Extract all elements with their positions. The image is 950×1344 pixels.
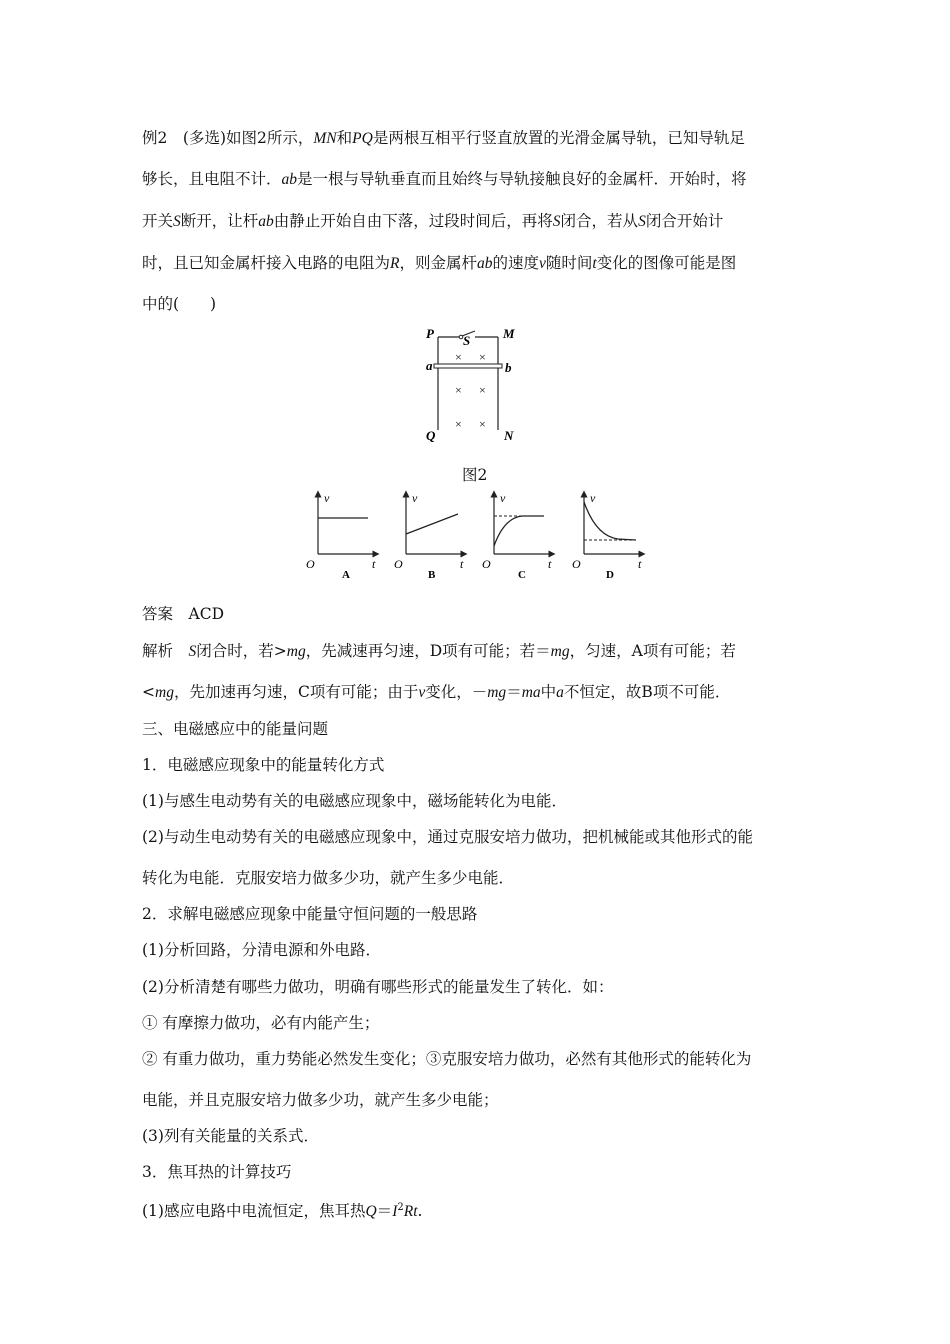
svg-text:v: v: [590, 491, 596, 505]
curve-d: [584, 502, 636, 540]
svg-text:O: O: [482, 557, 491, 571]
graph-a: [306, 491, 376, 581]
svg-text:t: t: [638, 557, 642, 571]
example-line-1: 例2 (多选)如图2所示，MN和PQ是两根互相平行竖直放置的光滑金属导轨，已知导轨足: [142, 129, 745, 147]
graph-label-c: C: [518, 569, 526, 581]
para-2-1: (1)分析回路，分清电源和外电路．: [142, 941, 381, 959]
svg-text:O: O: [306, 557, 315, 571]
vt-graphs: [300, 488, 660, 583]
svg-text:t: t: [548, 557, 552, 571]
heading-2: 2．求解电磁感应现象中能量守恒问题的一般思路: [142, 905, 478, 923]
field-cross: ×: [479, 350, 486, 364]
para-2-2-1: ① 有摩擦力做功，必有内能产生；: [142, 1014, 380, 1032]
answer-line: [142, 604, 224, 624]
curve-b: [406, 514, 458, 534]
field-cross: ×: [479, 383, 486, 397]
field-cross: ×: [455, 417, 462, 431]
para-1-2b: 转化为电能．克服安培力做多少功，就产生多少电能．: [142, 869, 515, 887]
svg-text:v: v: [412, 491, 418, 505]
svg-text:t: t: [372, 557, 376, 571]
heading-1: 1．电磁感应现象中的能量转化方式: [142, 756, 385, 774]
svg-text:O: O: [572, 557, 581, 571]
para-2-3: (3)列有关能量的关系式．: [142, 1127, 319, 1145]
example-line-4: 时，且已知金属杆接入电路的电阻为R，则金属杆ab的速度v随时间t变化的图像可能是图: [142, 254, 737, 272]
para-2-2-2a: ② 有重力做功，重力势能必然发生变化；③克服安培力做功，必然有其他形式的能转化为: [142, 1050, 752, 1068]
example-line-2: 够长，且电阻不计．ab是一根与导轨垂直而且始终与导轨接触良好的金属杆．开始时，将: [142, 170, 747, 188]
svg-text:v: v: [324, 491, 330, 505]
heading-3: 3．焦耳热的计算技巧: [142, 1163, 292, 1181]
answer-label: 答案: [142, 605, 174, 623]
example-line-5: 中的( ): [142, 295, 217, 313]
para-1-2a: (2)与动生电动势有关的电磁感应现象中，通过克服安培力做功，把机械能或其他形式的能: [142, 828, 753, 846]
field-cross: ×: [455, 383, 462, 397]
field-cross: ×: [455, 350, 462, 364]
svg-text:t: t: [460, 557, 464, 571]
label-s: S: [463, 333, 471, 348]
answer-value: ACD: [188, 605, 225, 623]
label-q: Q: [426, 428, 436, 443]
para-3-1: (1)感应电路中电流恒定，焦耳热$Q=I^2Rt$.: [142, 1202, 423, 1221]
graph-label-b: B: [428, 569, 436, 581]
label-b: b: [505, 360, 512, 375]
label-a: a: [426, 358, 433, 373]
analysis-label: 解析: [142, 642, 174, 660]
section-title: 三、电磁感应中的能量问题: [142, 720, 329, 738]
example-label: 例2: [142, 129, 168, 147]
example-line-3: 开关S断开，让杆ab由静止开始自由下落，过段时间后，再将S闭合，若从S闭合开始计: [142, 212, 724, 230]
graph-c: [482, 491, 552, 581]
analysis-line-2: <mg，先加速再匀速，C项有可能；由于v变化，－mg＝ma中a不恒定，故B项不可能．: [142, 683, 731, 701]
metal-rod: [434, 364, 502, 368]
label-m: M: [503, 326, 515, 341]
svg-text:O: O: [394, 557, 403, 571]
label-n: N: [504, 428, 514, 443]
svg-text:v: v: [500, 491, 506, 505]
graph-label-d: D: [606, 569, 614, 581]
curve-c: [494, 516, 544, 546]
para-1-1: (1)与感生电动势有关的电磁感应现象中，磁场能转化为电能．: [142, 792, 567, 810]
para-2-2: (2)分析清楚有哪些力做功，明确有哪些形式的能量发生了转化．如：: [142, 978, 614, 996]
para-2-2-2b: 电能，并且克服安培力做多少功，就产生多少电能；: [142, 1091, 499, 1109]
graph-d: [572, 491, 642, 581]
analysis-line-1: 解析 S闭合时，若>mg，先减速再匀速，D项有可能；若＝mg，匀速，A项有可能；若: [142, 642, 736, 660]
graph-b: [394, 491, 464, 581]
label-p: P: [426, 326, 434, 341]
rail-diagram: [420, 322, 530, 447]
field-cross: ×: [479, 417, 486, 431]
figure-caption: 图2: [462, 466, 488, 484]
graph-label-a: A: [342, 569, 350, 581]
